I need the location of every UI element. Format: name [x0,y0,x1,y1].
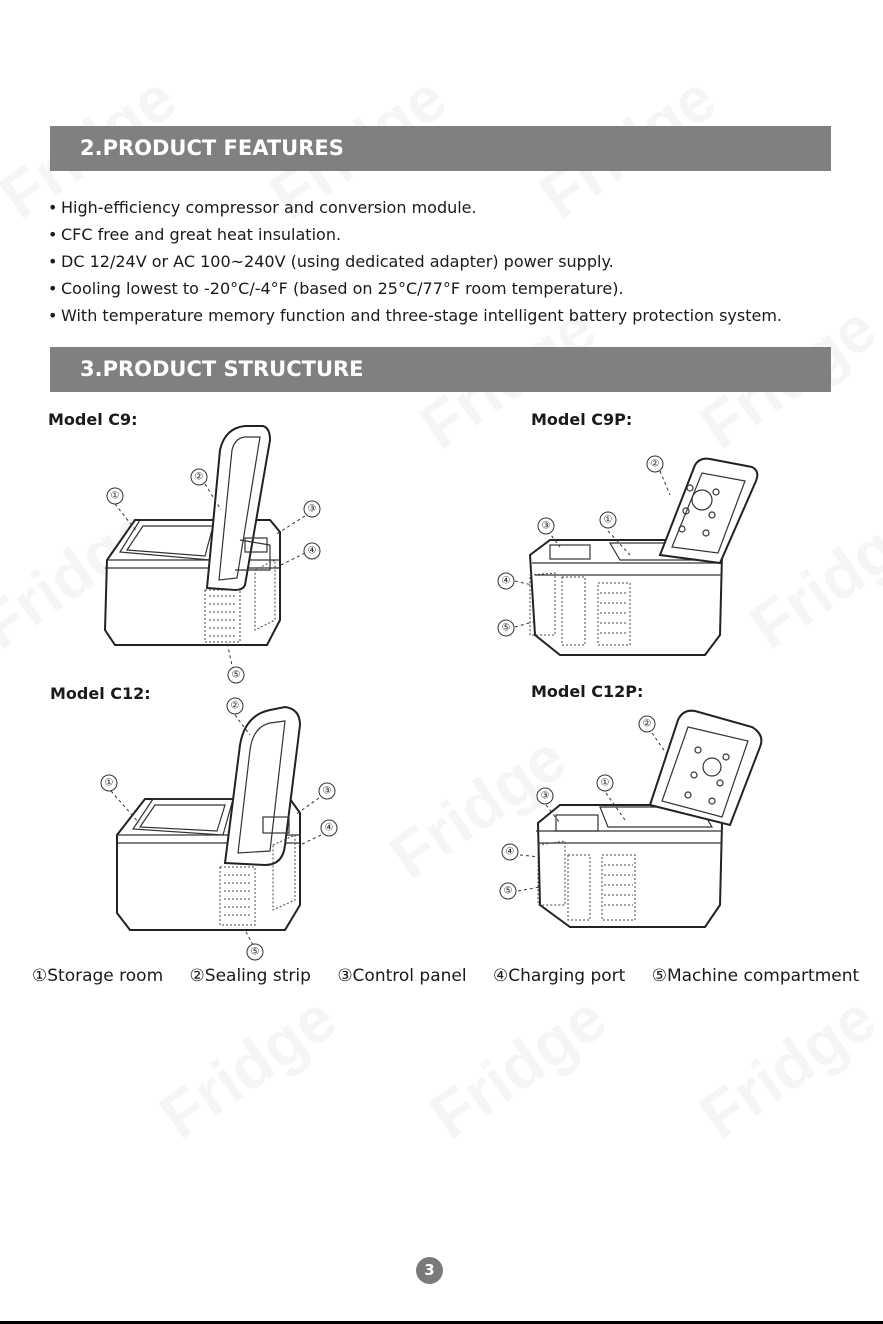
callout-4: ④ [505,846,515,858]
callout-5: ⑤ [503,885,513,897]
callout-5: ⑤ [231,669,241,681]
list-item: • Cooling lowest to -20°C/-4°F (based on 25°C/77°F room temperature). [48,279,624,298]
features-heading: 2.PRODUCT FEATURES [50,126,831,171]
legend-item-machine-compartment: ⑤Machine compartment [651,966,860,986]
legend-item-sealing-strip: ②Sealing strip [189,966,311,986]
list-item: • With temperature memory function and three-stage intelligent battery protection system. [48,306,783,325]
callout-4: ④ [307,545,317,557]
callout-2: ② [194,471,204,483]
callout-3: ③ [541,520,551,532]
fridge-c12-illustration [95,695,345,965]
legend-item-control-panel: ③Control panel [337,966,467,986]
list-item: • High-efficiency compressor and conversion module. [48,198,477,217]
page-number-badge: 3 [416,1257,443,1284]
callout-2: ② [650,458,660,470]
watermark [146,981,349,1154]
model-label-c12p: Model C12P: [531,682,644,701]
callout-1: ① [603,514,613,526]
callout-4: ④ [501,575,511,587]
callout-3: ③ [307,503,317,515]
model-label-c9: Model C9: [48,410,138,429]
watermark [686,981,883,1154]
callout-2: ② [230,700,240,712]
callout-5: ⑤ [250,946,260,958]
callout-3: ③ [540,790,550,802]
features-list [48,194,782,329]
callout-5: ⑤ [501,622,511,634]
list-item: • DC 12/24V or AC 100~240V (using dedicated adapter) power supply. [48,252,614,271]
fridge-c9p-illustration [490,445,770,660]
parts-legend [32,966,860,986]
callout-4: ④ [324,822,334,834]
structure-heading: 3.PRODUCT STRUCTURE [50,347,831,392]
model-label-c9p: Model C9P: [531,410,633,429]
legend-item-storage-room: ①Storage room [32,966,164,986]
watermark [416,981,619,1154]
fridge-c12p-illustration [490,705,780,935]
callout-2: ② [642,718,652,730]
fridge-c9-illustration [95,420,335,685]
callout-1: ① [600,777,610,789]
callout-1: ① [110,490,120,502]
callout-1: ① [104,777,114,789]
list-item: • CFC free and great heat insulation. [48,225,342,244]
model-label-c12: Model C12: [50,684,151,703]
callout-3: ③ [322,785,332,797]
legend-item-charging-port: ④Charging port [492,966,626,986]
